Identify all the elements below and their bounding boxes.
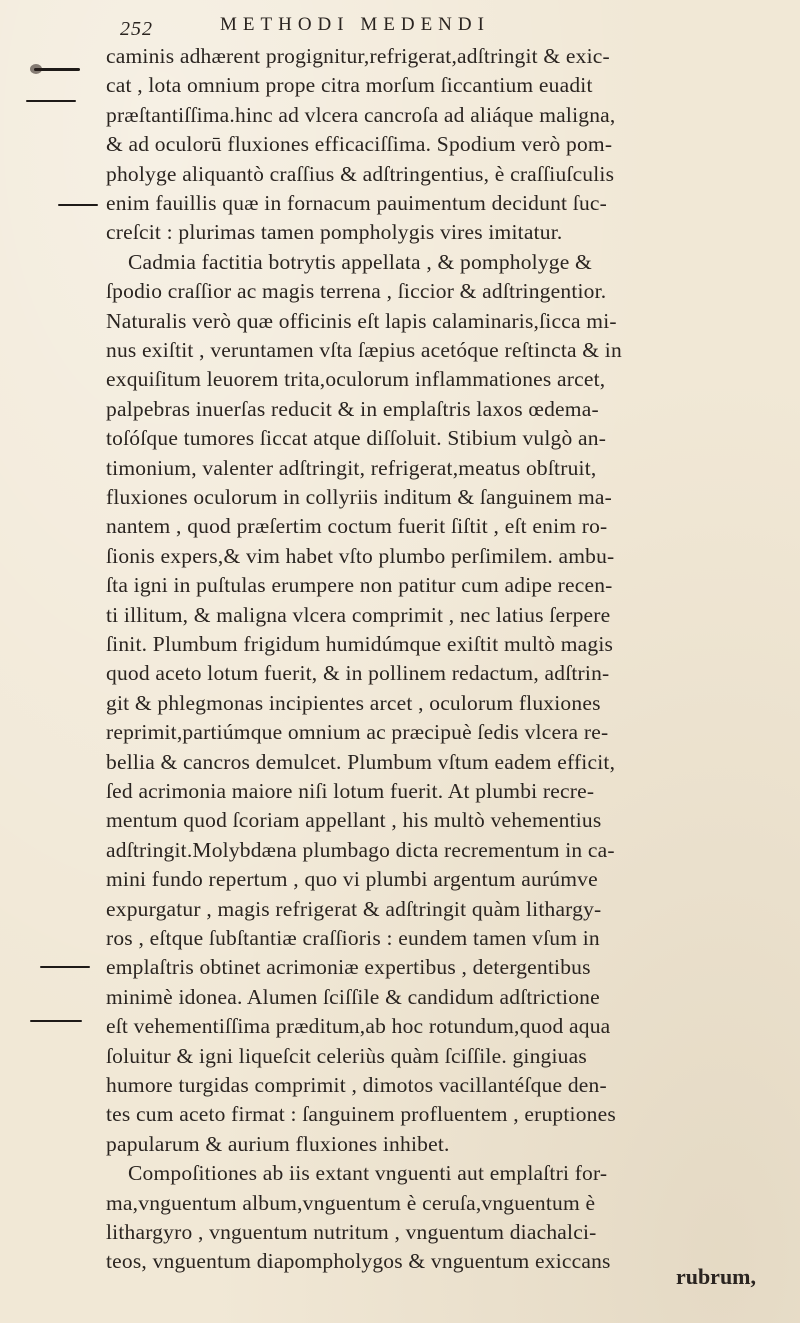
text-line: humore turgidas comprimit , dimotos vacillantéſque den-	[106, 1073, 607, 1097]
running-head: METHODI MEDENDI	[220, 14, 490, 35]
text-line: toſóſque tumores ſiccat atque diſſoluit. Stibium vulgò an-	[106, 426, 607, 451]
text-line: teos, vnguentum diapompholygos & vnguentum exiccans	[106, 1249, 611, 1274]
margin-pen-mark	[58, 204, 98, 206]
text-line: & ad oculorū fluxiones efficaciſſima. Spodium verò pom-	[106, 132, 613, 157]
margin-pen-mark	[30, 1020, 82, 1022]
text-line: Compoſitiones ab iis extant vnguenti aut emplaſtri for-	[128, 1161, 608, 1186]
text-line: papularum & aurium fluxiones inhibet.	[106, 1131, 450, 1156]
text-line: emplaſtris obtinet acrimoniæ expertibus , detergentibus	[106, 955, 591, 980]
text-line: ma,vnguentum album,vnguentum è ceruſa,vnguentum è	[106, 1190, 596, 1215]
text-line: præſtantiſſima.hinc ad vlcera cancroſa ad aliáque maligna,	[106, 102, 616, 127]
catchword: rubrum,	[675, 1264, 756, 1289]
text-line: enim fauillis quæ in fornacum pauimentum decidunt ſuc-	[106, 191, 608, 215]
text-line: ſta igni in puſtulas erumpere non patitur cum adipe recen-	[106, 573, 613, 598]
text-line: ros , eſtque ſubſtantiæ craſſioris : eundem tamen vſum in	[106, 926, 600, 950]
text-line: nus exiſtit , veruntamen vſta ſæpius acetóque reſtincta & in	[106, 338, 622, 362]
text-line: exquiſitum leuorem trita,oculorum inflammationes arcet,	[106, 367, 606, 392]
page-number: 252	[120, 18, 153, 40]
text-line: ſionis expers,& vim habet vſto plumbo perſimilem. ambu-	[106, 543, 615, 568]
text-line: ti illitum, & maligna vlcera comprimit , nec latius ſerpere	[106, 602, 611, 627]
text-line: fluxiones oculorum in collyriis inditum & ſanguinem ma-	[106, 485, 613, 509]
margin-pen-mark	[26, 100, 76, 102]
text-line: mentum quod ſcoriam appellant , his multò vehementius	[106, 808, 602, 833]
ink-spot	[30, 64, 42, 74]
text-line: pholyge aliquantò craſſius & adſtringentius, è craſſiuſculis	[106, 161, 615, 186]
text-line: Cadmia factitia botrytis appellata , & pompholyge &	[128, 249, 592, 274]
text-line: timonium, valenter adſtringit, refrigerat,meatus obſtruit,	[106, 455, 597, 480]
text-line: lithargyro , vnguentum nutritum , vnguentum diachalci-	[106, 1220, 597, 1244]
text-line: ſpodio craſſior ac magis terrena , ſiccior & adſtringentior.	[106, 279, 607, 304]
text-line: adſtringit.Molybdæna plumbago dicta recrementum in ca-	[106, 837, 615, 862]
text-line: ſinit. Plumbum frigidum humidúmque exiſtit multò magis	[106, 632, 614, 656]
page-header	[120, 14, 720, 44]
text-line: quod aceto lotum fuerit, & in pollinem redactum, adſtrin-	[106, 661, 610, 686]
text-line: ſed acrimonia maiore niſi lotum fuerit. At plumbi recre-	[106, 779, 595, 803]
text-line: mini fundo repertum , quo vi plumbi argentum aurúmve	[106, 867, 598, 892]
text-line: git & phlegmonas incipientes arcet , oculorum fluxiones	[106, 690, 601, 715]
text-line: creſcit : plurimas tamen pompholygis vires imitatur.	[106, 220, 563, 245]
text-line: Naturalis verò quæ officinis eſt lapis calaminaris,ſicca mi-	[106, 308, 617, 333]
text-line: bellia & cancros demulcet. Plumbum vſtum eadem efficit,	[106, 749, 616, 774]
text-line: ſoluitur & igni liqueſcit celeriùs quàm ſciſſile. gingiuas	[106, 1043, 587, 1068]
text-line: nantem , quod præſertim coctum fuerit ſiſtit , eſt enim ro-	[106, 514, 608, 539]
text-line: reprimit,partiúmque omnium ac præcipuè ſedis vlcera re-	[106, 720, 609, 745]
text-line: expurgatur , magis refrigerat & adſtringit quàm lithargy-	[106, 896, 602, 921]
body-text	[106, 44, 786, 1314]
margin-pen-mark	[40, 966, 90, 968]
text-line: cat , lota omnium prope citra morſum ſiccantium euadit	[106, 73, 593, 98]
text-line: palpebras inuerſas reducit & in emplaſtris laxos œdema-	[106, 396, 599, 421]
text-line: caminis adhærent progignitur,refrigerat,adſtringit & exic-	[106, 44, 610, 68]
text-line: minimè idonea. Alumen ſciſſile & candidum adſtrictione	[106, 984, 600, 1009]
text-line: eſt vehementiſſima præditum,ab hoc rotundum,quod aqua	[106, 1014, 611, 1039]
text-line: tes cum aceto firmat : ſanguinem profluentem , eruptiones	[106, 1102, 616, 1127]
